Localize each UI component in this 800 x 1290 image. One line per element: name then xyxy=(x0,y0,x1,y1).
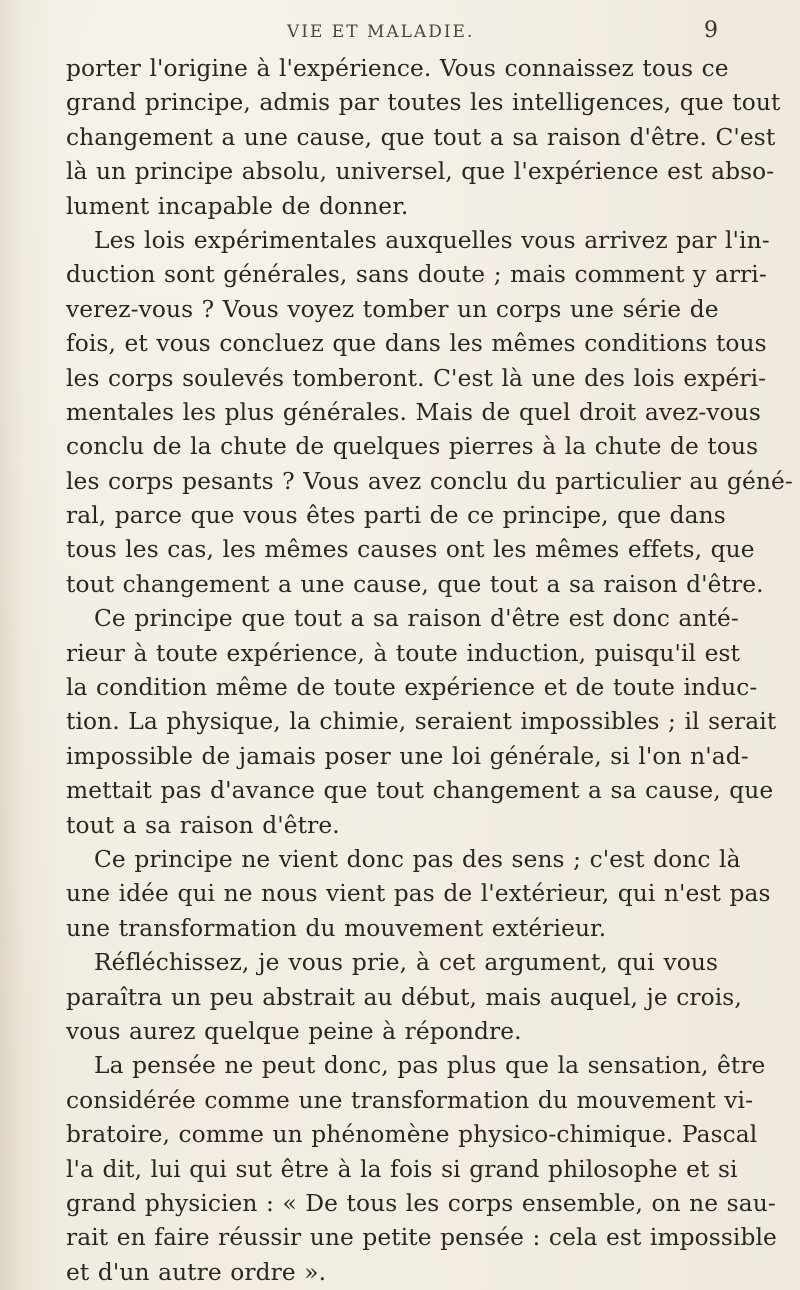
text-line: ral, parce que vous êtes parti de ce principe, que dans xyxy=(66,502,726,530)
text-line: rait en faire réussir une petite pensée : cela est impossible xyxy=(66,1224,777,1252)
text-line: grand principe, admis par toutes les intelligences, que tout xyxy=(66,89,781,117)
text-line: changement a une cause, que tout a sa raison d'être. C'est xyxy=(66,123,776,151)
text-line: Réfléchissez, je vous prie, à cet argument, qui vous xyxy=(94,949,718,977)
text-line: là un principe absolu, universel, que l'expérience est abso- xyxy=(66,158,775,186)
text-line: lument incapable de donner. xyxy=(66,192,409,220)
text-line: une transformation du mouvement extérieur. xyxy=(66,914,607,942)
text-line: Ce principe ne vient donc pas des sens ; c'est donc là xyxy=(94,845,741,873)
text-line: conclu de la chute de quelques pierres à la chute de tous xyxy=(66,433,759,461)
text-line: la condition même de toute expérience et de toute induc- xyxy=(66,674,758,702)
text-line: mentales les plus générales. Mais de quel droit avez-vous xyxy=(66,398,761,426)
text-line: rieur à toute expérience, à toute induction, puisqu'il est xyxy=(66,639,740,667)
text-line: impossible de jamais poser une loi générale, si l'on n'ad- xyxy=(66,742,749,770)
text-line: les corps soulevés tomberont. C'est là une des lois expéri- xyxy=(66,364,767,392)
text-line: vous aurez quelque peine à répondre. xyxy=(66,1017,522,1045)
text-line: considérée comme une transformation du mouvement vi- xyxy=(66,1086,754,1114)
text-line: et d'un autre ordre ». xyxy=(66,1258,327,1286)
text-line: verez-vous ? Vous voyez tomber un corps une série de xyxy=(66,295,719,323)
text-line: tous les cas, les mêmes causes ont les mêmes effets, que xyxy=(66,536,755,564)
text-line: Les lois expérimentales auxquelles vous arrivez par l'in- xyxy=(94,226,770,254)
text-line: fois, et vous concluez que dans les mêmes conditions tous xyxy=(66,330,767,358)
text-line: tion. La physique, la chimie, seraient impossibles ; il serait xyxy=(66,708,777,736)
text-line: une idée qui ne nous vient pas de l'extérieur, qui n'est pas xyxy=(66,880,771,908)
text-line: tout changement a une cause, que tout a sa raison d'être. xyxy=(66,570,764,598)
page-number: 9 xyxy=(704,18,718,43)
text-line: tout a sa raison d'être. xyxy=(66,811,340,839)
text-line: grand physicien : « De tous les corps ensemble, on ne sau- xyxy=(66,1189,776,1217)
text-line: La pensée ne peut donc, pas plus que la sensation, être xyxy=(94,1052,766,1080)
text-line: bratoire, comme un phénomène physico-chimique. Pascal xyxy=(66,1121,758,1149)
running-head xyxy=(0,14,800,44)
body-text xyxy=(66,52,793,1290)
text-line: porter l'origine à l'expérience. Vous connaissez tous ce xyxy=(66,55,729,82)
text-line: mettait pas d'avance que tout changement a sa cause, que xyxy=(66,777,774,805)
text-line: paraîtra un peu abstrait au début, mais auquel, je crois, xyxy=(66,983,742,1011)
text-line: Ce principe que tout a sa raison d'être est donc anté- xyxy=(94,605,739,633)
running-title: VIE ET MALADIE. xyxy=(287,22,475,42)
text-line: duction sont générales, sans doute ; mais comment y arri- xyxy=(66,261,767,289)
text-line: les corps pesants ? Vous avez conclu du particulier au géné- xyxy=(66,467,793,495)
text-line: l'a dit, lui qui sut être à la fois si grand philosophe et si xyxy=(66,1155,738,1183)
